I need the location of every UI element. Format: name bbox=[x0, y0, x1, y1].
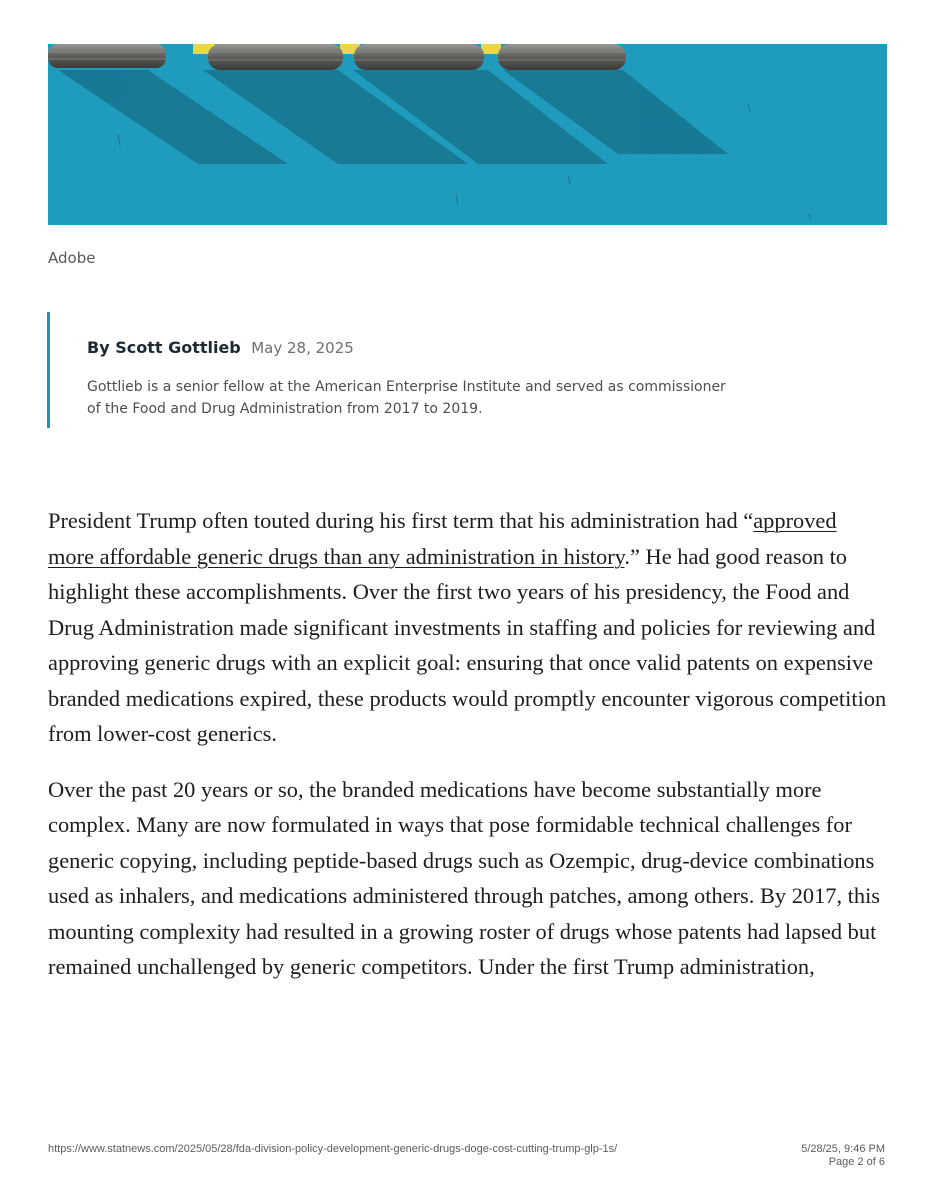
article-body bbox=[48, 503, 888, 1005]
coins-illustration bbox=[48, 44, 887, 225]
footer-url: https://www.statnews.com/2025/05/28/fda-division-policy-development-generic-drugs-doge-cost-cutting-trump-glp-1s/ bbox=[48, 1143, 618, 1155]
paragraph-1-rest: .” He had good reason to highlight these accomplishments. Over the first two years of his presidency, the Food and Drug Administration made significant investments in staffing and policies for reviewing and approving generic drugs with an explicit goal: ensuring that once valid patents on expensive branded medications expired, these products would promptly encounter vigorous competition from lower-cost generics. bbox=[48, 543, 887, 746]
generic-drugs-link[interactable]: approved more affordable generic drugs than any administration in history bbox=[48, 508, 837, 569]
publish-date: May 28, 2025 bbox=[251, 339, 354, 357]
paragraph-1-lead: President Trump often touted during his first term that his administration had “ bbox=[48, 508, 754, 533]
print-datetime: 5/28/25, 9:46 PM bbox=[801, 1143, 885, 1155]
paragraph-2: Over the past 20 years or so, the branded medications have become substantially more complex. Many are now formulated in ways that pose formidable technical challenges for generic copying, including peptide-based drugs such as Ozempic, drug-device combinations used as inhalers, and medications administered through patches, among others. By 2017, this mounting complexity had resulted in a growing roster of drugs whose patents had lapsed but remained unchallenged by generic competitors. Under the first Trump administration, bbox=[48, 776, 881, 979]
page-number: Page 2 of 6 bbox=[828, 1156, 885, 1168]
author-block bbox=[47, 312, 750, 428]
byline-row bbox=[87, 338, 354, 358]
coin-stacks bbox=[48, 44, 626, 70]
image-caption: Adobe bbox=[48, 249, 96, 267]
author-bio: Gottlieb is a senior fellow at the American Enterprise Institute and served as commissioner of the Food and Drug Administration from 2017 to 2019. bbox=[87, 379, 726, 417]
hero-image bbox=[48, 44, 887, 225]
paragraph-1 bbox=[48, 503, 888, 752]
footer-meta bbox=[801, 1143, 885, 1169]
author-name[interactable]: By Scott Gottlieb bbox=[87, 338, 241, 357]
